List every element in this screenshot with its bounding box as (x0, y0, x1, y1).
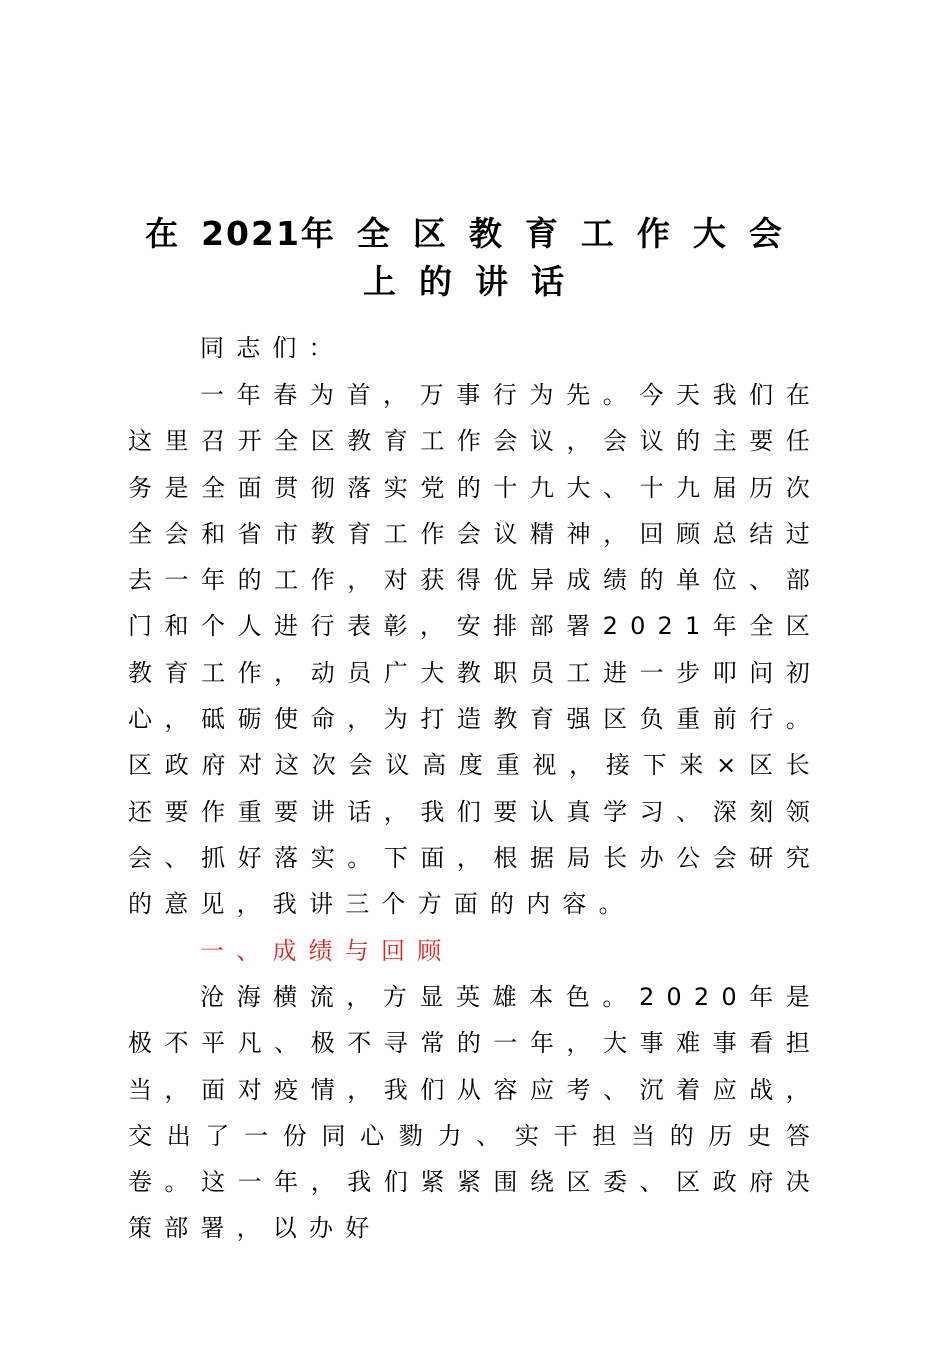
title-prefix: 在 (145, 214, 202, 253)
paragraph-opening: 一年春为首，万事行为先。今天我们在这里召开全区教育工作会议，会议的主要任务是全面贯彻落实党的十九大、十九届历次全会和省市教育工作会议精神，回顾总结过去一年的工作，对获得优异成绩的单位、部门和个人进行表彰，安排部署2021年全区教育工作，动员广大教职员工进一步叩问初心，砥砺使命，为打造教育强区负重前行。区政府对这次会议高度重视，接下来×区长还要作重要讲话，我们要认真学习、深刻领会、抓好落实。下面，根据局长办公会研究的意见，我讲三个方面的内容。 (128, 381, 822, 919)
salutation: 同志们： (200, 334, 345, 362)
section-heading-achievements: 一、成绩与回顾 (200, 937, 454, 965)
document-title (128, 210, 822, 306)
paragraph-review: 沧海横流，方显英雄本色。2020年是极不平凡、极不寻常的一年，大事难事看担当，面对疫情，我们从容应考、沉着应战，交出了一份同心勠力、实干担当的历史答卷。这一年，我们紧紧围绕区委、区政府决策部署，以办好 (128, 983, 822, 1243)
title-suffix: 年全区教育工作大会上的讲话 (300, 214, 805, 301)
title-year: 2021 (201, 214, 301, 253)
